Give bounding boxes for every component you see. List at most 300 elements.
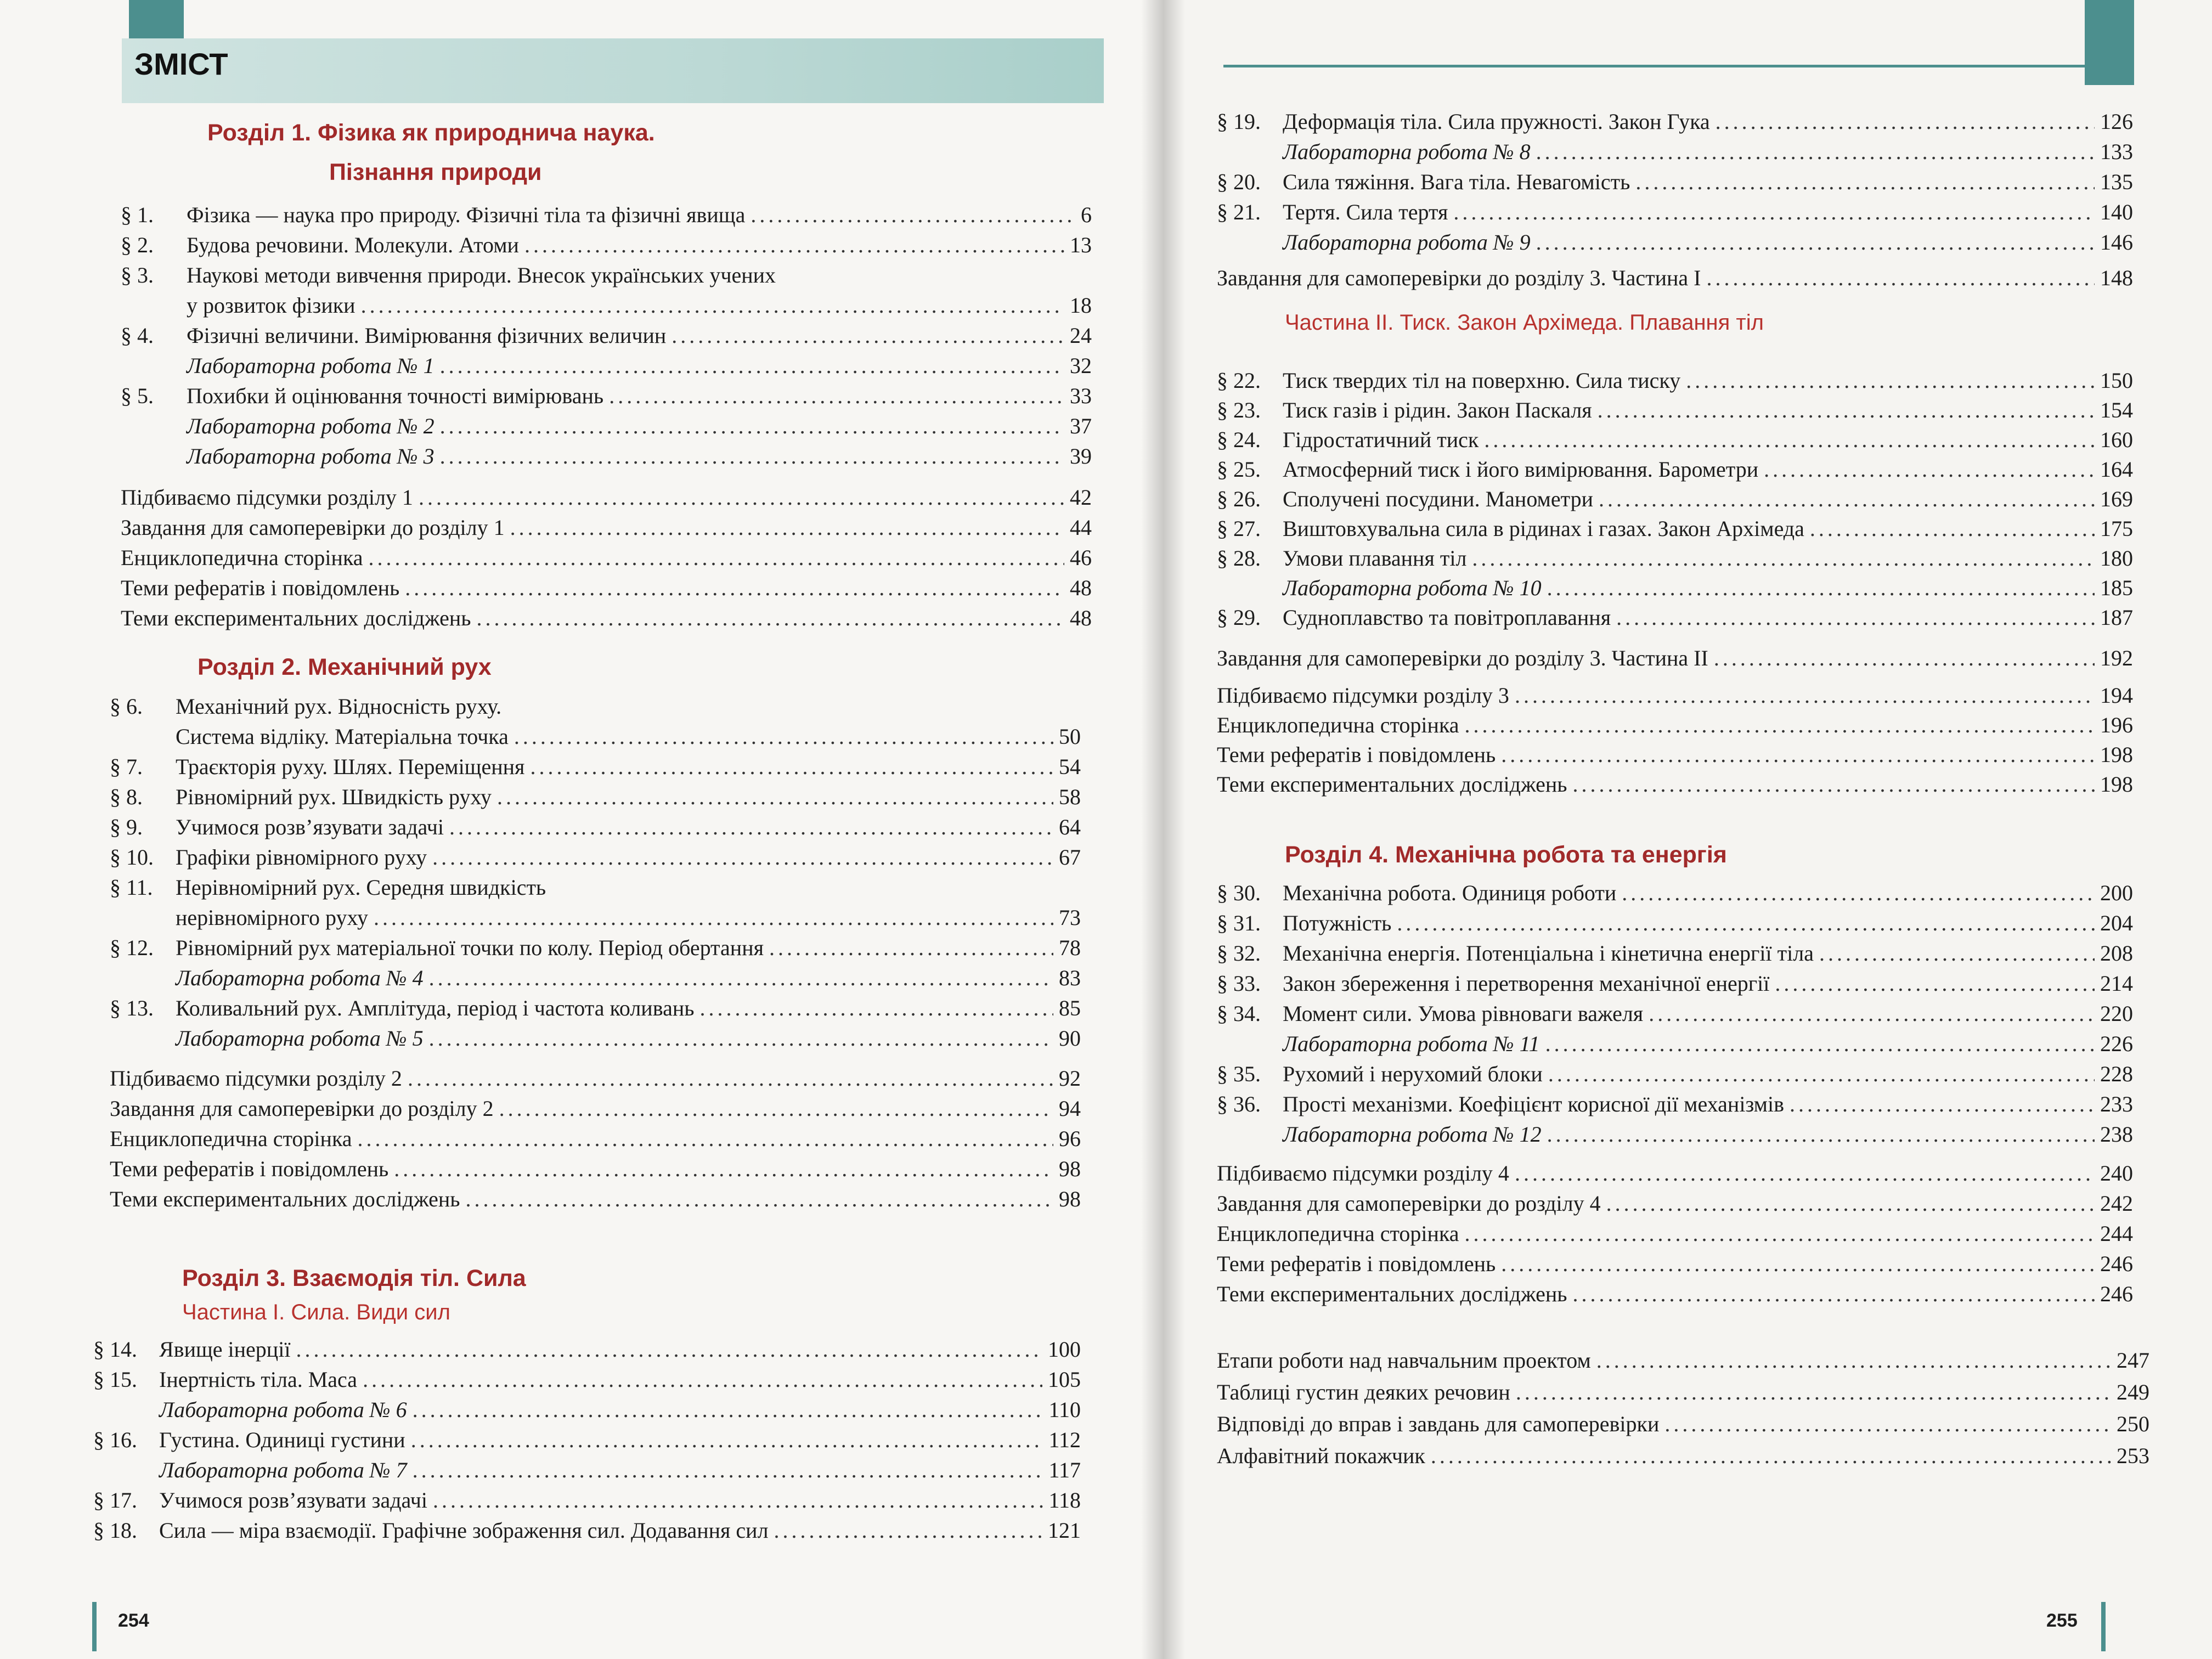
toc-entry-page: 249 <box>2117 1380 2149 1404</box>
toc-entry-title: Енциклопедична сторінка <box>110 1126 352 1151</box>
toc-entry <box>110 813 1081 842</box>
toc-entry <box>110 1155 1081 1183</box>
toc-entry-title: Лабораторна робота № 9 <box>1283 230 1531 255</box>
toc-entry-title: Умови плавання тіл <box>1283 546 1467 571</box>
toc-entry-page: 67 <box>1059 845 1081 870</box>
toc-entry-title: Етапи роботи над навчальним проектом <box>1217 1348 1591 1373</box>
toc-entry-title: Густина. Одиниці густини <box>159 1427 405 1452</box>
toc-entry-title: Завдання для самоперевірки до розділу 3. Частина І <box>1217 266 1701 290</box>
toc-entry <box>110 753 1081 781</box>
toc-entry-title: Теми експериментальних досліджень <box>1217 1282 1567 1306</box>
toc-entry <box>1217 1442 2149 1470</box>
toc-leader-dots <box>477 604 1065 633</box>
toc-leader-dots <box>296 1335 1042 1364</box>
toc-leader-dots <box>751 201 1075 229</box>
toc-entry-page: 73 <box>1059 905 1081 930</box>
toc-entry <box>1217 681 2133 710</box>
toc-entry-title: Потужність <box>1283 911 1392 935</box>
toc-entry <box>121 514 1092 542</box>
toc-entry-title: Лабораторна робота № 3 <box>187 444 435 469</box>
toc-entry-page: 6 <box>1081 202 1092 227</box>
toc-entry-title: Механічна енергія. Потенціальна і кінетична енергії тіла <box>1283 941 1814 966</box>
toc-entry-page: 187 <box>2100 605 2133 630</box>
toc-entry <box>1217 1120 2133 1149</box>
toc-entry <box>1217 909 2133 938</box>
toc-entry-page: 92 <box>1059 1066 1081 1091</box>
toc-entry-page: 39 <box>1070 444 1092 469</box>
toc-entry-title: Лабораторна робота № 6 <box>159 1397 407 1422</box>
toc-entry-page: 160 <box>2100 427 2133 452</box>
toc-entry <box>110 783 1081 811</box>
section-1-subtitle: Пізнання природи <box>329 159 542 185</box>
toc-entry-number: § 1. <box>121 202 154 227</box>
toc-entry <box>121 261 1092 290</box>
toc-entry-title: Лабораторна робота № 2 <box>187 414 435 438</box>
toc-entry <box>1217 396 2133 425</box>
toc-entry-page: 169 <box>2100 487 2133 511</box>
section-2-title: Розділ 2. Механічний рух <box>198 654 492 680</box>
page-number-right: 255 <box>2046 1610 2078 1631</box>
toc-leader-dots <box>774 1516 1042 1545</box>
toc-entry-page: 24 <box>1070 323 1092 348</box>
toc-entry-title: Відповіді до вправ і завдань для самоперевірки <box>1217 1412 1660 1436</box>
toc-leader-dots <box>1397 909 2095 938</box>
toc-entry-page: 32 <box>1070 353 1092 378</box>
toc-leader-dots <box>411 1426 1043 1454</box>
toc-entry <box>93 1456 1081 1485</box>
toc-leader-dots <box>429 1024 1053 1053</box>
toc-leader-dots <box>413 1456 1043 1485</box>
toc-entry-page: 98 <box>1059 1156 1081 1181</box>
toc-entry <box>93 1396 1081 1424</box>
toc-entry-page: 220 <box>2100 1001 2133 1026</box>
toc-entry-number: § 36. <box>1217 1092 1261 1116</box>
toc-entry-page: 175 <box>2100 516 2133 541</box>
toc-entry <box>121 544 1092 572</box>
toc-entry <box>110 1094 1081 1123</box>
toc-leader-dots <box>363 1365 1042 1394</box>
toc-entry-number: § 11. <box>110 875 153 900</box>
toc-entry <box>1217 1189 2133 1218</box>
toc-leader-dots <box>419 483 1064 512</box>
toc-entry-page: 54 <box>1059 754 1081 779</box>
toc-entry <box>121 291 1092 320</box>
section-4-title: Розділ 4. Механічна робота та енергія <box>1285 842 1727 868</box>
toc-entry-page: 58 <box>1059 785 1081 809</box>
toc-entry-page: 140 <box>2100 200 2133 224</box>
toc-entry <box>110 1125 1081 1153</box>
toc-entry-number: § 18. <box>93 1518 137 1543</box>
toc-entry <box>1217 198 2133 227</box>
toc-leader-dots <box>1664 1410 2111 1438</box>
toc-entry-title: Енциклопедична сторінка <box>1217 1221 1459 1246</box>
toc-entry <box>1217 603 2133 632</box>
toc-entry-number: § 17. <box>93 1488 137 1513</box>
toc-entry-number: § 6. <box>110 694 143 719</box>
toc-entry-title: Рівномірний рух матеріальної точки по колу. Період обертання <box>176 935 764 960</box>
toc-entry-title: Алфавітний покажчик <box>1217 1443 1425 1468</box>
toc-entry-title: Теми експериментальних досліджень <box>1217 772 1567 797</box>
toc-entry-title: Фізичні величини. Вимірювання фізичних величин <box>187 323 667 348</box>
toc-entry <box>121 201 1092 229</box>
toc-entry-title: Рухомий і нерухомий блоки <box>1283 1062 1543 1086</box>
toc-entry-title: Атмосферний тиск і його вимірювання. Барометри <box>1283 457 1759 482</box>
toc-entry-title: Учимося розв’язувати задачі <box>159 1488 427 1513</box>
toc-leader-dots <box>1515 1159 2095 1188</box>
section-3-title: Розділ 3. Взаємодія тіл. Сила <box>182 1265 526 1291</box>
toc-leader-dots <box>530 753 1053 781</box>
toc-entry-title: Сила тяжіння. Вага тіла. Невагомість <box>1283 170 1630 194</box>
toc-entry <box>110 964 1081 992</box>
toc-entry-number: § 12. <box>110 935 154 960</box>
toc-leader-dots <box>1819 939 2095 968</box>
toc-leader-dots <box>1810 515 2095 543</box>
toc-entry-page: 37 <box>1070 414 1092 438</box>
toc-entry-title: Завдання для самоперевірки до розділу 1 <box>121 515 505 540</box>
toc-entry-page: 98 <box>1059 1187 1081 1211</box>
toc-entry <box>1217 426 2133 454</box>
toc-entry-title: Траєкторія руху. Шлях. Переміщення <box>176 754 525 779</box>
toc-entry-title: Прості механізми. Коефіцієнт корисної дії механізмів <box>1283 1092 1784 1116</box>
toc-entry-page: 112 <box>1048 1427 1081 1452</box>
toc-leader-dots <box>1545 1030 2095 1058</box>
toc-entry-title: Таблиці густин деяких речовин <box>1217 1380 1510 1404</box>
toc-entry-title: Будова речовини. Молекули. Атоми <box>187 233 519 257</box>
toc-entry-page: 117 <box>1048 1458 1081 1482</box>
toc-entry-page: 246 <box>2100 1282 2133 1306</box>
toc-entry-number: § 8. <box>110 785 143 809</box>
toc-entry <box>121 412 1092 441</box>
toc-entry <box>93 1486 1081 1515</box>
toc-entry-page: 240 <box>2100 1161 2133 1186</box>
toc-entry <box>121 352 1092 380</box>
page-title: ЗМІСТ <box>134 47 228 81</box>
toc-entry-page: 192 <box>2100 646 2133 670</box>
toc-entry <box>1217 1159 2133 1188</box>
toc-entry-number: § 31. <box>1217 911 1261 935</box>
toc-entry-title: Гідростатичний тиск <box>1283 427 1479 452</box>
toc-leader-dots <box>609 382 1064 410</box>
toc-leader-dots <box>394 1155 1053 1183</box>
toc-entry-page: 154 <box>2100 398 2133 422</box>
toc-entry-number: § 14. <box>93 1337 137 1362</box>
toc-entry-number: § 30. <box>1217 881 1261 905</box>
toc-leader-dots <box>1596 1346 2111 1375</box>
toc-entry-number: § 9. <box>110 815 143 839</box>
toc-entry-title: Нерівномірний рух. Середня швидкість <box>176 875 546 900</box>
toc-leader-dots <box>1501 741 2095 769</box>
toc-leader-dots <box>499 1094 1053 1123</box>
teal-tab-right <box>2085 0 2134 85</box>
toc-entry-title: Деформація тіла. Сила пружності. Закон Гука <box>1283 109 1710 134</box>
toc-entry-title: Теми рефератів і повідомлень <box>1217 742 1496 767</box>
toc-entry-page: 44 <box>1070 515 1092 540</box>
toc-leader-dots <box>1501 1250 2095 1278</box>
toc-entry-page: 100 <box>1048 1337 1081 1362</box>
toc-entry-title: Підбиваємо підсумки розділу 2 <box>110 1066 402 1091</box>
toc-entry-page: 90 <box>1059 1026 1081 1051</box>
toc-entry-page: 46 <box>1070 545 1092 570</box>
toc-entry-number: § 10. <box>110 845 154 870</box>
toc-entry-title: Лабораторна робота № 5 <box>176 1026 424 1051</box>
toc-entry-page: 13 <box>1070 233 1092 257</box>
toc-leader-dots <box>1649 1000 2095 1028</box>
toc-entry-title: Наукові методи вивчення природи. Внесок українських учених <box>187 263 776 287</box>
toc-entry-title: Графіки рівномірного руху <box>176 845 427 870</box>
toc-leader-dots <box>466 1185 1054 1214</box>
toc-entry-number: § 20. <box>1217 170 1261 194</box>
toc-entry-page: 85 <box>1059 996 1081 1020</box>
toc-entry <box>110 873 1081 902</box>
toc-leader-dots <box>1465 711 2095 740</box>
toc-entry <box>121 231 1092 259</box>
toc-entry-title: Теми рефератів і повідомлень <box>1217 1251 1496 1276</box>
toc-entry-title: Завдання для самоперевірки до розділу 4 <box>1217 1191 1601 1216</box>
toc-leader-dots <box>1599 485 2095 514</box>
toc-entry-title: Система відліку. Матеріальна точка <box>176 724 509 749</box>
toc-entry-number: § 15. <box>93 1367 137 1392</box>
toc-entry <box>121 442 1092 471</box>
toc-entry-title: Теми рефератів і повідомлень <box>121 575 400 600</box>
toc-entry <box>1217 969 2133 998</box>
toc-entry-page: 48 <box>1070 575 1092 600</box>
toc-entry-number: § 34. <box>1217 1001 1261 1026</box>
toc-entry <box>1217 879 2133 907</box>
toc-entry-title: у розвиток фізики <box>187 293 356 318</box>
section-1-title: Розділ 1. Фізика як природнича наука. <box>207 120 655 146</box>
toc-entry <box>110 1185 1081 1214</box>
toc-leader-dots <box>361 291 1064 320</box>
toc-leader-dots <box>1616 603 2095 632</box>
toc-entry-title: Лабораторна робота № 7 <box>159 1458 407 1482</box>
toc-entry-page: 148 <box>2100 266 2133 290</box>
toc-entry-title: Тиск газів і рідин. Закон Паскаля <box>1283 398 1592 422</box>
toc-entry <box>1217 1346 2149 1375</box>
toc-entry <box>1217 515 2133 543</box>
toc-entry-number: § 2. <box>121 233 154 257</box>
toc-leader-dots <box>1635 168 2095 196</box>
toc-entry-page: 185 <box>2100 575 2133 600</box>
toc-entry-page: 247 <box>2117 1348 2149 1373</box>
toc-entry-title: Завдання для самоперевірки до розділу 3. Частина ІІ <box>1217 646 1708 670</box>
toc-entry-title: Теми експериментальних досліджень <box>110 1187 460 1211</box>
toc-entry-title: Тертя. Сила тертя <box>1283 200 1448 224</box>
toc-entry-page: 196 <box>2100 713 2133 737</box>
toc-entry-page: 253 <box>2117 1443 2149 1468</box>
toc-entry-title: Похибки й оцінювання точності вимірювань <box>187 383 604 408</box>
toc-entry-page: 180 <box>2100 546 2133 571</box>
toc-leader-dots <box>1573 770 2095 799</box>
toc-entry-page: 200 <box>2100 881 2133 905</box>
toc-entry <box>93 1426 1081 1454</box>
header-bar <box>122 38 1104 103</box>
toc-entry <box>110 1064 1081 1093</box>
toc-entry-page: 121 <box>1048 1518 1081 1543</box>
toc-entry-page: 105 <box>1048 1367 1081 1392</box>
toc-entry-title: Лабораторна робота № 10 <box>1283 575 1542 600</box>
toc-leader-dots <box>440 412 1064 441</box>
toc-leader-dots <box>1622 879 2095 907</box>
toc-leader-dots <box>440 352 1064 380</box>
toc-entry-number: § 3. <box>121 263 154 287</box>
toc-entry-title: Сполучені посудини. Манометри <box>1283 487 1593 511</box>
toc-entry-page: 228 <box>2100 1062 2133 1086</box>
toc-entry-title: Лабораторна робота № 4 <box>176 966 424 990</box>
toc-entry-page: 64 <box>1059 815 1081 839</box>
toc-leader-dots <box>510 514 1064 542</box>
toc-entry <box>110 904 1081 932</box>
toc-leader-dots <box>433 1486 1043 1515</box>
toc-leader-dots <box>769 934 1053 962</box>
toc-entry <box>1217 1220 2133 1248</box>
toc-leader-dots <box>358 1125 1053 1153</box>
toc-entry <box>1217 1030 2133 1058</box>
toc-entry-page: 208 <box>2100 941 2133 966</box>
toc-entry-page: 126 <box>2100 109 2133 134</box>
toc-entry <box>1217 485 2133 514</box>
toc-entry-title: Теми рефератів і повідомлень <box>110 1156 389 1181</box>
toc-entry-page: 233 <box>2100 1092 2133 1116</box>
toc-leader-dots <box>1515 681 2095 710</box>
toc-entry <box>110 723 1081 751</box>
toc-entry <box>1217 1378 2149 1407</box>
toc-entry <box>121 604 1092 633</box>
toc-leader-dots <box>449 813 1053 842</box>
toc-entry <box>1217 574 2133 602</box>
toc-leader-dots <box>497 783 1053 811</box>
toc-entry <box>1217 138 2133 166</box>
toc-leader-dots <box>1547 1120 2095 1149</box>
toc-entry <box>1217 1000 2133 1028</box>
toc-entry <box>1217 1280 2133 1308</box>
toc-entry-number: § 24. <box>1217 427 1261 452</box>
toc-entry <box>1217 644 2133 673</box>
toc-entry-title: Виштовхувальна сила в рідинах і газах. Закон Архімеда <box>1283 516 1804 541</box>
toc-entry-title: нерівномірного руху <box>176 905 368 930</box>
toc-entry-page: 238 <box>2100 1122 2133 1147</box>
toc-entry <box>1217 264 2133 292</box>
toc-entry-number: § 27. <box>1217 516 1261 541</box>
toc-entry <box>1217 108 2133 136</box>
toc-entry-title: Закон збереження і перетворення механічної енергії <box>1283 971 1770 996</box>
toc-entry-title: Лабораторна робота № 8 <box>1283 139 1531 164</box>
toc-leader-dots <box>672 321 1064 350</box>
toc-entry-page: 83 <box>1059 966 1081 990</box>
toc-entry-title: Підбиваємо підсумки розділу 1 <box>121 485 413 510</box>
toc-leader-dots <box>1598 396 2095 425</box>
toc-entry-page: 214 <box>2100 971 2133 996</box>
toc-entry-page: 204 <box>2100 911 2133 935</box>
toc-entry-number: § 4. <box>121 323 154 348</box>
toc-entry-title: Енциклопедична сторінка <box>121 545 363 570</box>
toc-entry-page: 242 <box>2100 1191 2133 1216</box>
toc-entry-page: 33 <box>1070 383 1092 408</box>
toc-entry <box>1217 366 2133 395</box>
toc-entry-number: § 26. <box>1217 487 1261 511</box>
toc-entry-title: Теми експериментальних досліджень <box>121 606 471 630</box>
toc-entry-title: Судноплавство та повітроплавання <box>1283 605 1611 630</box>
toc-entry <box>1217 168 2133 196</box>
toc-leader-dots <box>1516 1378 2111 1407</box>
toc-entry <box>1217 1060 2133 1088</box>
toc-entry-page: 150 <box>2100 368 2133 393</box>
toc-entry-number: § 19. <box>1217 109 1261 134</box>
toc-entry-page: 198 <box>2100 742 2133 767</box>
toc-leader-dots <box>1775 969 2095 998</box>
toc-leader-dots <box>1714 644 2095 673</box>
toc-entry-title: Механічний рух. Відносність руху. <box>176 694 502 719</box>
page-number-left: 254 <box>118 1610 149 1631</box>
toc-entry <box>1217 711 2133 740</box>
toc-entry-number: § 16. <box>93 1427 137 1452</box>
toc-entry-page: 42 <box>1070 485 1092 510</box>
toc-entry-title: Інертність тіла. Маса <box>159 1367 358 1392</box>
toc-leader-dots <box>1686 366 2095 395</box>
toc-entry-page: 194 <box>2100 683 2133 708</box>
toc-entry-title: Явище інерції <box>159 1337 291 1362</box>
toc-entry-number: § 35. <box>1217 1062 1261 1086</box>
toc-leader-dots <box>413 1396 1043 1424</box>
toc-entry-number: § 21. <box>1217 200 1261 224</box>
toc-entry-title: Тиск твердих тіл на поверхню. Сила тиску <box>1283 368 1681 393</box>
toc-leader-dots <box>1465 1220 2095 1248</box>
toc-entry-page: 146 <box>2100 230 2133 255</box>
toc-entry-title: Сила — міра взаємодії. Графічне зображення сил. Додавання сил <box>159 1518 769 1543</box>
toc-entry <box>121 321 1092 350</box>
toc-entry <box>1217 1410 2149 1438</box>
book-gutter <box>1141 0 1185 1659</box>
toc-entry-title: Підбиваємо підсумки розділу 3 <box>1217 683 1509 708</box>
toc-entry <box>1217 939 2133 968</box>
toc-leader-dots <box>374 904 1053 932</box>
toc-leader-dots <box>405 574 1064 602</box>
toc-entry-page: 18 <box>1070 293 1092 318</box>
toc-leader-dots <box>429 964 1053 992</box>
toc-entry-number: § 32. <box>1217 941 1261 966</box>
toc-leader-dots <box>1790 1090 2095 1119</box>
toc-entry <box>93 1516 1081 1545</box>
toc-entry-page: 198 <box>2100 772 2133 797</box>
toc-entry-page: 94 <box>1059 1096 1081 1121</box>
toc-entry-title: Енциклопедична сторінка <box>1217 713 1459 737</box>
toc-leader-dots <box>699 994 1053 1023</box>
toc-entry <box>93 1365 1081 1394</box>
toc-entry <box>1217 455 2133 484</box>
toc-leader-dots <box>1484 426 2095 454</box>
toc-leader-dots <box>1606 1189 2095 1218</box>
toc-entry-page: 118 <box>1048 1488 1081 1513</box>
toc-leader-dots <box>440 442 1064 471</box>
toc-entry <box>121 574 1092 602</box>
toc-entry <box>110 843 1081 872</box>
toc-entry-number: § 28. <box>1217 546 1261 571</box>
page-number-bar-right <box>2101 1602 2106 1651</box>
toc-entry <box>1217 228 2133 257</box>
page-number-bar-left <box>92 1602 97 1651</box>
toc-entry-title: Підбиваємо підсумки розділу 4 <box>1217 1161 1509 1186</box>
teal-tab-left <box>129 0 184 38</box>
toc-entry-page: 246 <box>2100 1251 2133 1276</box>
toc-entry <box>121 382 1092 410</box>
toc-entry-page: 135 <box>2100 170 2133 194</box>
toc-leader-dots <box>524 231 1064 259</box>
toc-entry <box>1217 741 2133 769</box>
toc-entry <box>110 1024 1081 1053</box>
toc-entry <box>1217 770 2133 799</box>
toc-leader-dots <box>1548 1060 2095 1088</box>
toc-entry-page: 48 <box>1070 606 1092 630</box>
toc-leader-dots <box>1707 264 2095 292</box>
